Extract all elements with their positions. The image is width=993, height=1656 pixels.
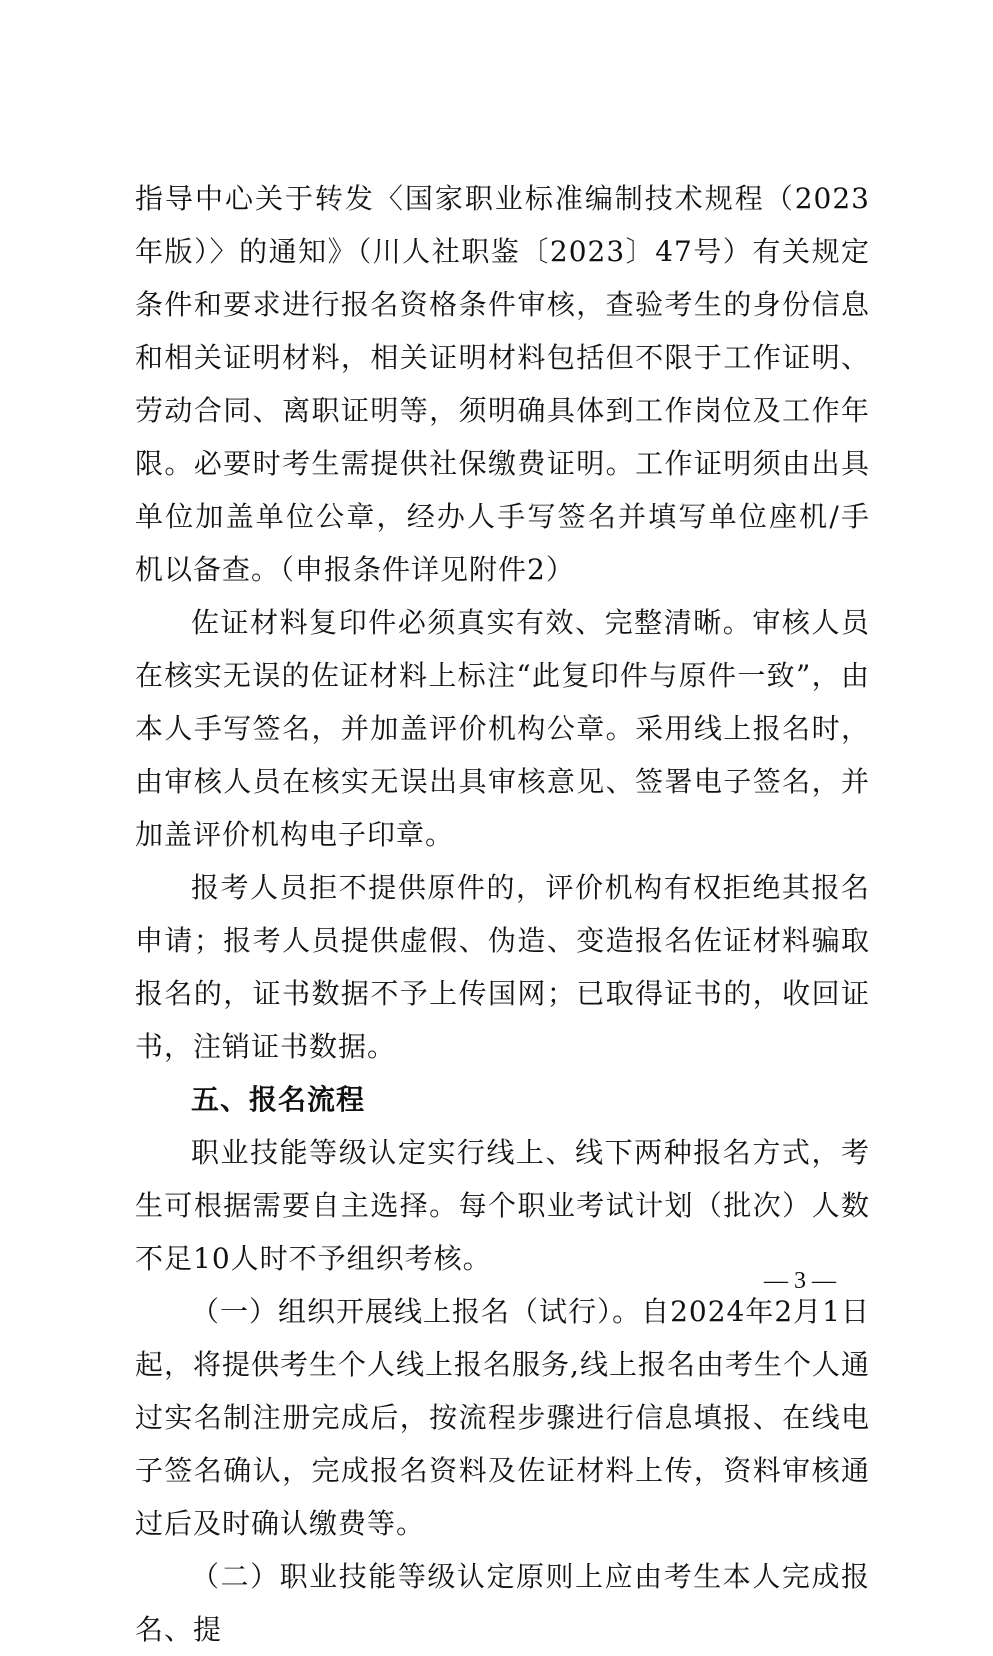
paragraph-self-registration: （二）职业技能等级认定原则上应由考生本人完成报名、提 — [135, 1560, 870, 1646]
paragraph-refusal-consequences: 报考人员拒不提供原件的，评价机构有权拒绝其报名申请；报考人员提供虚假、伪造、变造报名佐证材料骗取报名的，证书数据不予上传国网；已取得证书的，收回证书，注销证书数据。 — [135, 871, 870, 1063]
page-number: — 3 — — [764, 1268, 836, 1294]
paragraph-online-registration: （一）组织开展线上报名（试行）。自2024年2月1日起，将提供考生个人线上报名服务,线上报名由考生个人通过实名制注册完成后，按流程步骤进行信息填报、在线电子签名确认，完成报名资料及佐证材料上传，资料审核通过后及时确认缴费等。 — [135, 1295, 870, 1540]
paragraph-registration-methods: 职业技能等级认定实行线上、线下两种报名方式，考生可根据需要自主选择。每个职业考试计划（批次）人数不足10人时不予组织考核。 — [135, 1136, 870, 1275]
paragraph-qualification-review: 指导中心关于转发〈国家职业标准编制技术规程（2023年版）〉的通知》（川人社职鉴〔2023〕47号）有关规定条件和要求进行报名资格条件审核，查验考生的身份信息和相关证明材料，相关证明材料包括但不限于工作证明、劳动合同、离职证明等，须明确具体到工作岗位及工作年限。必要时考生需提供社保缴费证明。工作证明须由出具单位加盖单位公章，经办人手写签名并填写单位座机/手机以备查。（申报条件详见附件2） — [135, 182, 870, 586]
paragraph-supporting-materials: 佐证材料复印件必须真实有效、完整清晰。审核人员在核实无误的佐证材料上标注“此复印件与原件一致”，由本人手写签名，并加盖评价机构公章。采用线上报名时，由审核人员在核实无误出具审核意见、签署电子签名，并加盖评价机构电子印章。 — [135, 606, 870, 851]
document-body — [135, 172, 870, 1656]
section-heading-registration-process: 五、报名流程 — [191, 1083, 366, 1116]
